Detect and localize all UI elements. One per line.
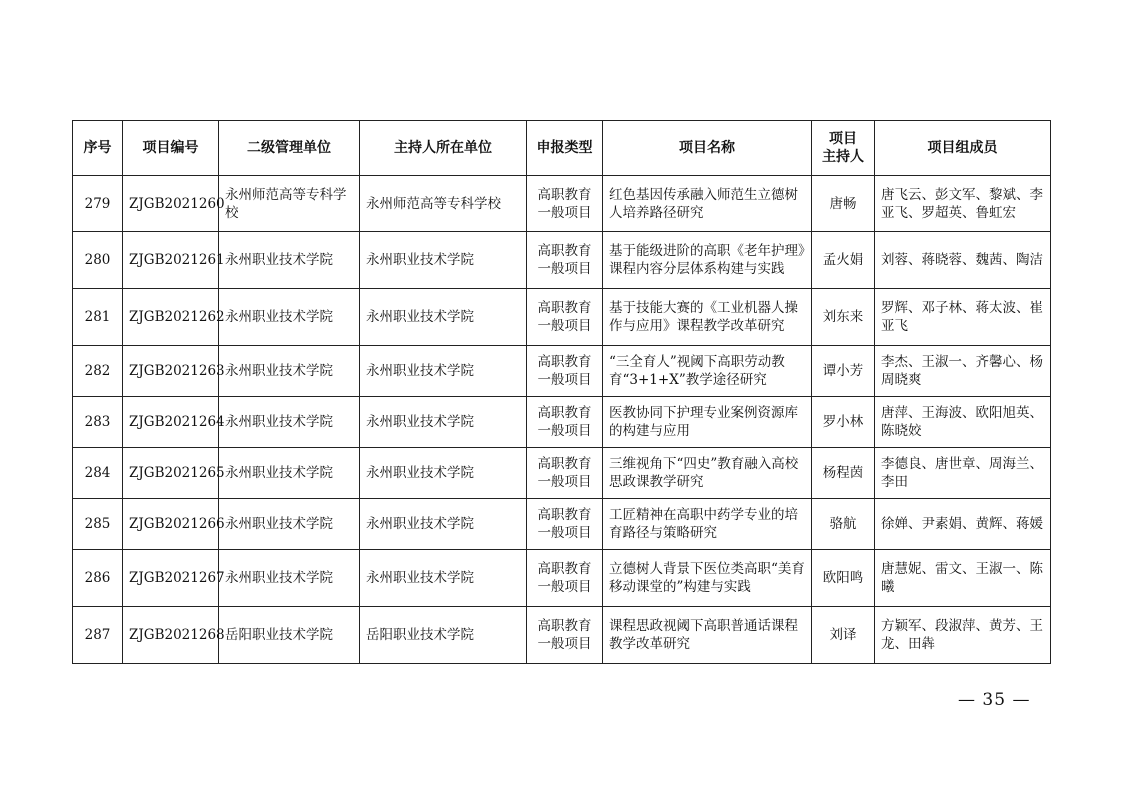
- cell-unit: 永州职业技术学院: [219, 346, 360, 397]
- header-leader: 项目 主持人: [812, 121, 875, 176]
- table-row: [73, 607, 1051, 664]
- header-host-unit: 主持人所在单位: [360, 121, 527, 176]
- cell-leader: 唐畅: [812, 176, 875, 232]
- cell-type: 高职教育一般项目: [527, 232, 603, 289]
- cell-host-unit: 永州职业技术学院: [360, 448, 527, 499]
- cell-unit: 永州职业技术学院: [219, 289, 360, 346]
- cell-no: 279: [73, 176, 123, 232]
- cell-name: 医教协同下护理专业案例资源库的构建与应用: [603, 397, 812, 448]
- cell-name: 立德树人背景下医位类高职“美育移动课堂的”构建与实践: [603, 550, 812, 607]
- header-unit: 二级管理单位: [219, 121, 360, 176]
- cell-code: ZJGB2021261: [123, 232, 219, 289]
- table-row: [73, 448, 1051, 499]
- cell-leader: 刘译: [812, 607, 875, 664]
- cell-code: ZJGB2021266: [123, 499, 219, 550]
- cell-no: 282: [73, 346, 123, 397]
- cell-no: 284: [73, 448, 123, 499]
- page-number: — 35 —: [958, 690, 1031, 710]
- cell-unit: 永州职业技术学院: [219, 550, 360, 607]
- cell-no: 283: [73, 397, 123, 448]
- cell-name: 三维视角下“四史”教育融入高校思政课教学研究: [603, 448, 812, 499]
- header-no: 序号: [73, 121, 123, 176]
- cell-unit: 永州职业技术学院: [219, 448, 360, 499]
- cell-leader: 罗小林: [812, 397, 875, 448]
- cell-host-unit: 永州职业技术学院: [360, 289, 527, 346]
- cell-type: 高职教育一般项目: [527, 176, 603, 232]
- cell-members: 唐慧妮、雷文、王淑一、陈曦: [875, 550, 1051, 607]
- cell-code: ZJGB2021264: [123, 397, 219, 448]
- table-row: [73, 232, 1051, 289]
- cell-name: 工匠精神在高职中药学专业的培育路径与策略研究: [603, 499, 812, 550]
- cell-leader: 杨程茵: [812, 448, 875, 499]
- cell-name: “三全育人”视阈下高职劳动教育“3+1+X”教学途径研究: [603, 346, 812, 397]
- table-row: [73, 550, 1051, 607]
- cell-members: 徐婵、尹素娟、黄辉、蒋媛: [875, 499, 1051, 550]
- cell-no: 280: [73, 232, 123, 289]
- cell-leader: 刘东来: [812, 289, 875, 346]
- cell-leader: 谭小芳: [812, 346, 875, 397]
- cell-host-unit: 岳阳职业技术学院: [360, 607, 527, 664]
- cell-name: 基于技能大赛的《工业机器人操作与应用》课程教学改革研究: [603, 289, 812, 346]
- cell-members: 方颖军、段淑萍、黄芳、王龙、田犇: [875, 607, 1051, 664]
- table-row: [73, 397, 1051, 448]
- cell-type: 高职教育一般项目: [527, 346, 603, 397]
- cell-host-unit: 永州职业技术学院: [360, 346, 527, 397]
- cell-unit: 永州职业技术学院: [219, 232, 360, 289]
- cell-no: 281: [73, 289, 123, 346]
- cell-members: 唐飞云、彭文军、黎斌、李亚飞、罗超英、鲁虹宏: [875, 176, 1051, 232]
- cell-type: 高职教育一般项目: [527, 607, 603, 664]
- cell-members: 罗辉、邓子林、蒋太波、崔亚飞: [875, 289, 1051, 346]
- cell-name: 红色基因传承融入师范生立德树人培养路径研究: [603, 176, 812, 232]
- cell-name: 基于能级进阶的高职《老年护理》课程内容分层体系构建与实践: [603, 232, 812, 289]
- cell-unit: 岳阳职业技术学院: [219, 607, 360, 664]
- cell-members: 唐萍、王海波、欧阳旭英、陈晓姣: [875, 397, 1051, 448]
- cell-leader: 孟火娟: [812, 232, 875, 289]
- table-header-row: [73, 121, 1051, 176]
- cell-leader: 欧阳鸣: [812, 550, 875, 607]
- cell-code: ZJGB2021262: [123, 289, 219, 346]
- cell-members: 李杰、王淑一、齐馨心、杨周晓爽: [875, 346, 1051, 397]
- header-members: 项目组成员: [875, 121, 1051, 176]
- cell-no: 285: [73, 499, 123, 550]
- header-type: 申报类型: [527, 121, 603, 176]
- table-row: [73, 346, 1051, 397]
- cell-type: 高职教育一般项目: [527, 397, 603, 448]
- cell-no: 287: [73, 607, 123, 664]
- cell-unit: 永州师范高等专科学校: [219, 176, 360, 232]
- header-name: 项目名称: [603, 121, 812, 176]
- cell-type: 高职教育一般项目: [527, 499, 603, 550]
- project-table: [72, 120, 1051, 664]
- table-row: [73, 176, 1051, 232]
- cell-leader: 骆航: [812, 499, 875, 550]
- cell-code: ZJGB2021260: [123, 176, 219, 232]
- table-row: [73, 289, 1051, 346]
- cell-host-unit: 永州职业技术学院: [360, 232, 527, 289]
- cell-unit: 永州职业技术学院: [219, 499, 360, 550]
- header-code: 项目编号: [123, 121, 219, 176]
- cell-unit: 永州职业技术学院: [219, 397, 360, 448]
- cell-type: 高职教育一般项目: [527, 448, 603, 499]
- cell-code: ZJGB2021263: [123, 346, 219, 397]
- cell-members: 李德良、唐世章、周海兰、李田: [875, 448, 1051, 499]
- cell-type: 高职教育一般项目: [527, 550, 603, 607]
- cell-code: ZJGB2021267: [123, 550, 219, 607]
- cell-host-unit: 永州师范高等专科学校: [360, 176, 527, 232]
- cell-host-unit: 永州职业技术学院: [360, 499, 527, 550]
- cell-type: 高职教育一般项目: [527, 289, 603, 346]
- table-row: [73, 499, 1051, 550]
- cell-members: 刘蓉、蒋晓蓉、魏茜、陶洁: [875, 232, 1051, 289]
- cell-host-unit: 永州职业技术学院: [360, 550, 527, 607]
- cell-host-unit: 永州职业技术学院: [360, 397, 527, 448]
- cell-code: ZJGB2021268: [123, 607, 219, 664]
- cell-no: 286: [73, 550, 123, 607]
- cell-name: 课程思政视阈下高职普通话课程教学改革研究: [603, 607, 812, 664]
- cell-code: ZJGB2021265: [123, 448, 219, 499]
